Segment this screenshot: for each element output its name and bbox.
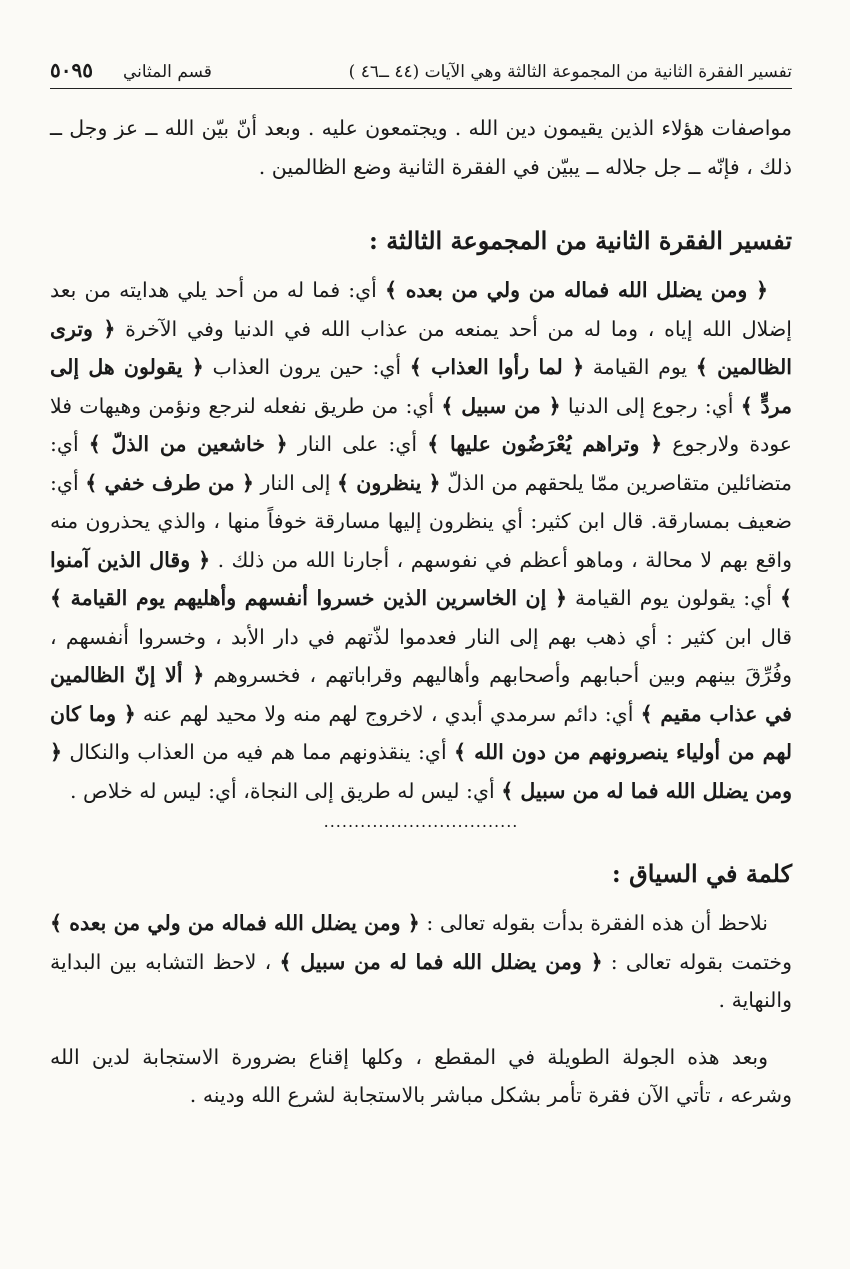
section-heading-tafsir: تفسير الفقرة الثانية من المجموعة الثالثة : (369, 226, 792, 255)
commentary-text: ، لاحظ التشابه بين البداية والنهاية . (50, 949, 792, 1012)
quran-verse: ﴿ إن الخاسرين الذين خسروا أنفسهم وأهليهم يوم القيامة ﴾ (50, 586, 567, 610)
commentary-text: أي: متضائلين متقاصرين ممّا يلحقهم من الذلّ (50, 432, 792, 495)
quran-verse: ﴿ خاشعين من الذلّ ﴾ (88, 432, 288, 456)
context-paragraph-2: وبعد هذه الجولة الطويلة في المقطع ، وكلها إقناع بضرورة الاستجابة لدين الله وشرعه ، تأتي الآن فقرة تأمر بشكل مباشر بالاستجابة لشرع الله ودينه . (50, 1044, 792, 1107)
quran-verse: ﴿ ومن يضلل الله فماله من ولي من بعده ﴾ (384, 278, 768, 302)
quran-verse: ﴿ ألا إنّ الظالمين في عذاب مقيم ﴾ (50, 663, 792, 726)
quran-verse: ﴿ وترى الظالمين ﴾ (50, 316, 792, 379)
header-title: تفسير الفقرة الثانية من المجموعة الثالثة وهي الآيات (٤٤ ــ٤٦ ) (348, 62, 792, 82)
commentary-text: أي: يقولون يوم القيامة (566, 586, 780, 610)
quran-verse: ﴿ ومن يضلل الله فما له من سبيل ﴾ (279, 949, 603, 974)
quran-verse: ﴿ من سبيل ﴾ (441, 393, 561, 418)
intro-paragraph: مواصفات هؤلاء الذين يقيمون دين الله . ويجتمعون عليه . وبعد أنّ بيّن الله ــ عز وجل ــ ذلك ، فإنّه ــ جل جلاله ــ يبيّن في الفقرة الثانية وضع الظالمين . (50, 116, 792, 179)
running-header (50, 58, 792, 89)
quran-verse: ﴿ يقولون هل إلى مردٍّ ﴾ (50, 355, 792, 418)
quran-verse: ﴿ ينظرون ﴾ (337, 470, 441, 495)
tafsir-paragraph (50, 271, 792, 810)
commentary-text: أي: على النار (287, 432, 428, 456)
commentary-text: أي: دائم سرمدي أبدي ، لاخروج لهم منه ولا محيد لهم عنه (135, 701, 641, 726)
commentary-text: إلى النار (253, 470, 338, 495)
quran-verse: ﴿ لما رأوا العذاب ﴾ (409, 355, 585, 379)
quran-verse: ﴿ وقال الذين آمنوا ﴾ (50, 547, 792, 610)
commentary-text: أي: رجوع إلى الدنيا (560, 393, 741, 418)
header-section: قسم المثاني (122, 62, 212, 82)
separator-dots: ................................ (323, 812, 519, 831)
quran-verse: ﴿ ومن يضلل الله فما له من سبيل ﴾ (50, 740, 792, 803)
context-paragraph-1 (50, 904, 792, 1020)
quran-verse: ﴿ وما كان لهم من أولياء ينصرونهم من دون الله ﴾ (50, 701, 793, 764)
commentary-text: يوم القيامة (584, 355, 696, 379)
commentary-text: وختمت بقوله تعالى : (602, 949, 792, 974)
quran-verse: ﴿ وتراهم يُعْرَضُون عليها ﴾ (427, 432, 663, 456)
quran-verse: ﴿ ومن يضلل الله فماله من ولي من بعده ﴾ (50, 911, 420, 935)
commentary-text: أي: ضعيف بمسارقة. قال ابن كثير: أي ينظرون إليها مسارقة خوفاً منها ، والذي يحذرون منه واقع بهم لا محالة ، وماهو أعظم في نفوسهم ، أجارنا الله من ذلك . (50, 470, 792, 572)
commentary-text: أي: فما له من أحد يلي هدايته من بعد إضلال الله إياه ، وما له من أحد يمنعه من عذاب الله في الدنيا وفي الآخرة (50, 278, 792, 341)
commentary-text: أي: ينقذونهم مما هم فيه من العذاب والنكال (62, 740, 455, 764)
commentary-text: قال ابن كثير : أي ذهب بهم إلى النار فعدموا لذّتهم في دار الأبد ، وخسروا أنفسهم ، وفُرِّقَ بينهم وبين أحبابهم وأصحابهم وأهاليهم وقراباتهم ، فخسروهم (50, 624, 792, 687)
commentary-text: نلاحظ أن هذه الفقرة بدأت بقوله تعالى : (419, 911, 768, 935)
commentary-text: أي: حين يرون العذاب (203, 355, 410, 379)
quran-verse: ﴿ من طرف خفي ﴾ (85, 470, 254, 495)
section-heading-context: كلمة في السياق : (611, 859, 792, 888)
commentary-text: أي: ليس له طريق إلى النجاة، أي: ليس له خلاص . (70, 778, 502, 803)
commentary-text: أي: من طريق نفعله لنرجع ونؤمن وهيهات فلا عودة ولارجوع (50, 393, 793, 456)
page-number: ٥٠٩٥ (50, 58, 93, 82)
